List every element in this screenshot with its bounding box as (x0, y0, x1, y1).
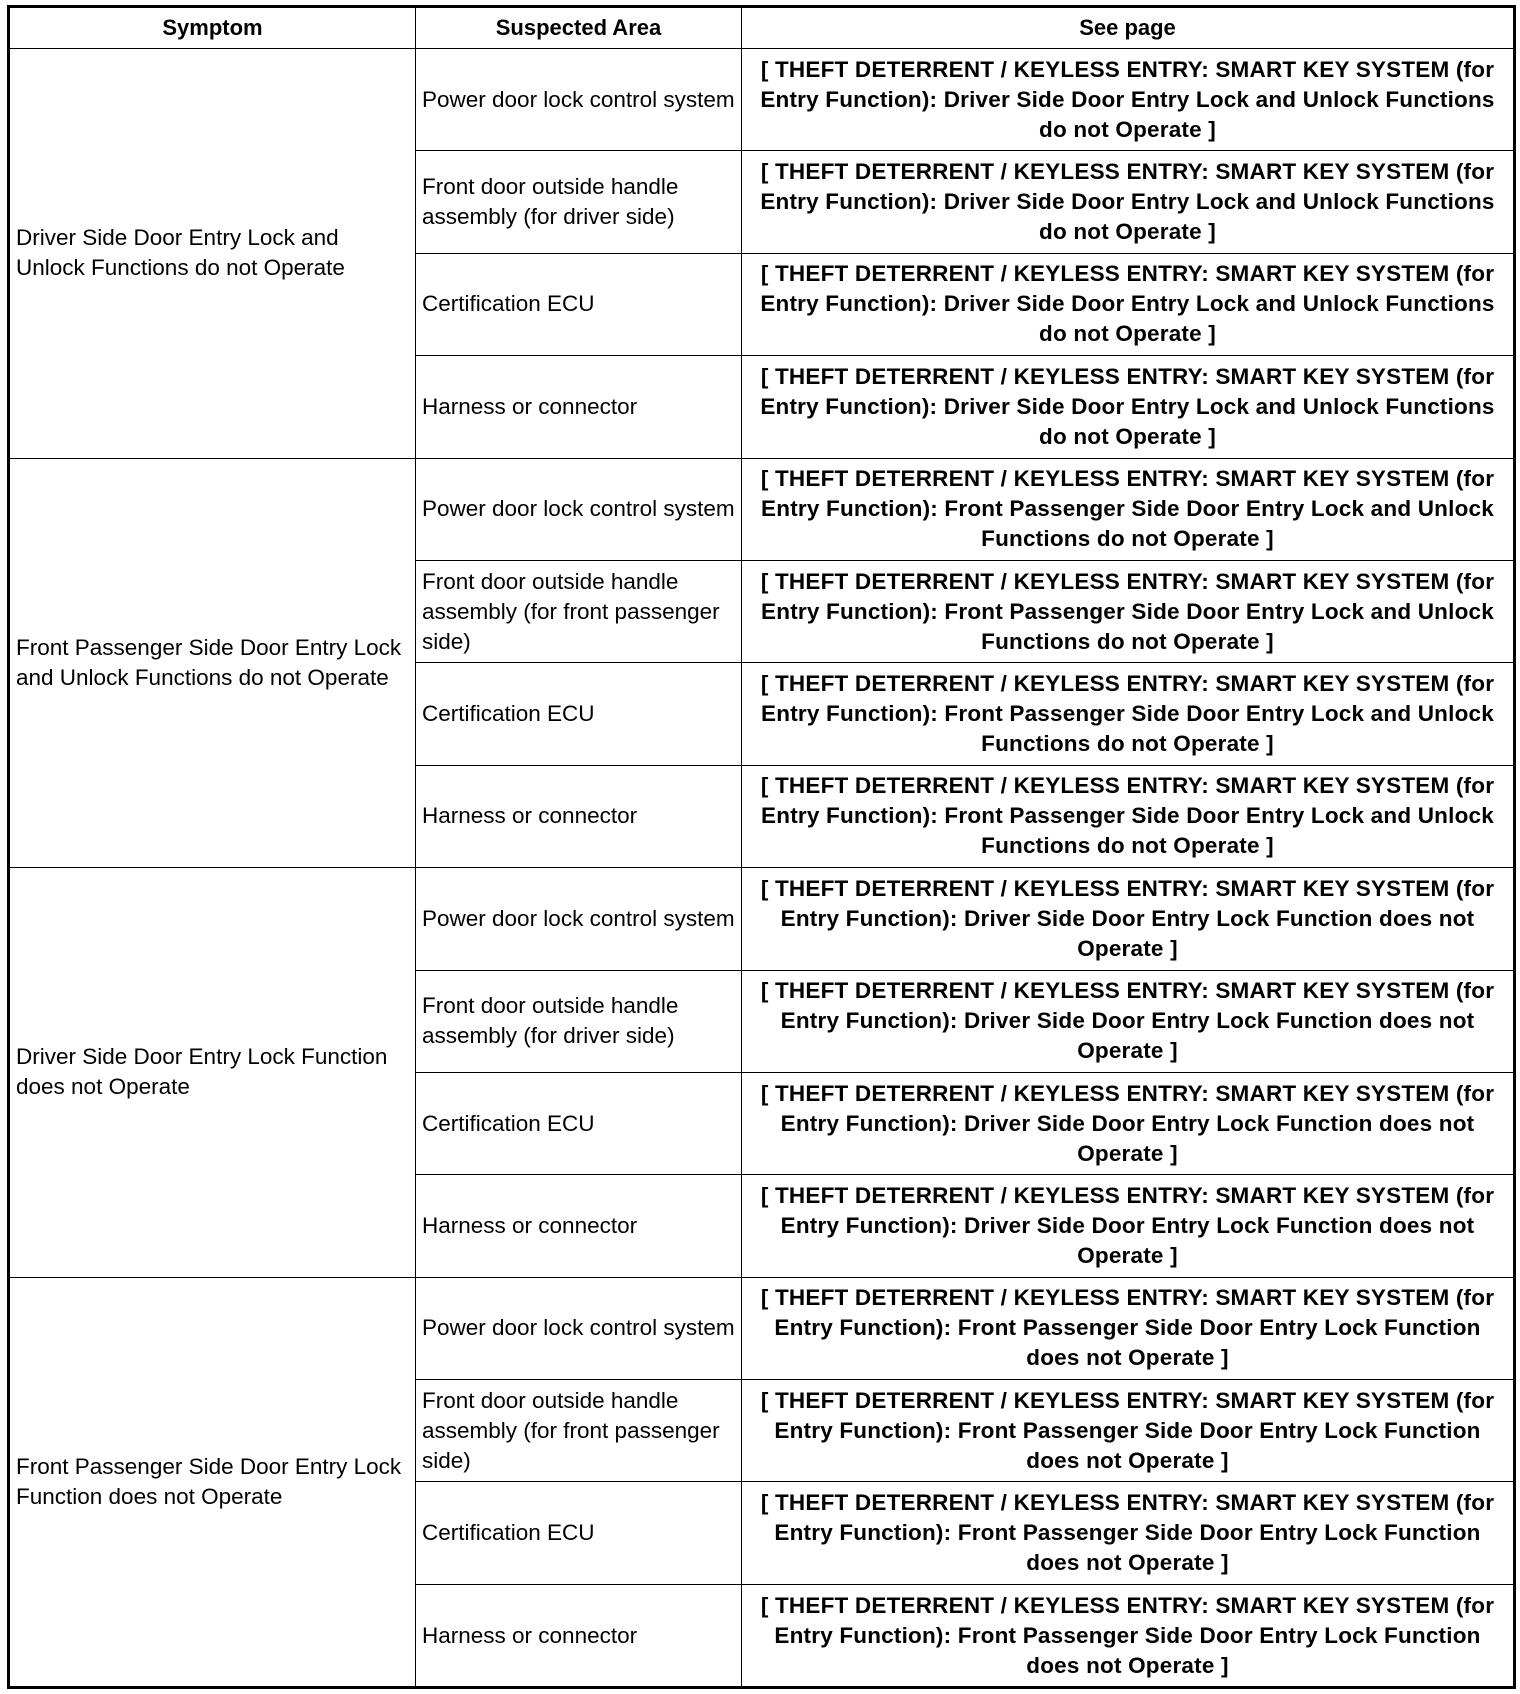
suspected-area-cell: Harness or connector (416, 765, 742, 867)
symptom-cell: Driver Side Door Entry Lock Function does not Operate (9, 868, 416, 1278)
suspected-area-cell: Front door outside handle assembly (for front passenger side) (416, 1380, 742, 1482)
see-page-reference: [ THEFT DETERRENT / KEYLESS ENTRY: SMART KEY SYSTEM (for Entry Function): Front Passenger Side Door Entry Lock Function does not Operate ] (742, 1380, 1515, 1482)
see-page-reference: [ THEFT DETERRENT / KEYLESS ENTRY: SMART KEY SYSTEM (for Entry Function): Driver Side Door Entry Lock and Unlock Functions do not Operate ] (742, 49, 1515, 151)
table-row (9, 458, 1515, 560)
suspected-area-cell: Power door lock control system (416, 458, 742, 560)
troubleshooting-table (7, 5, 1516, 1689)
see-page-reference: [ THEFT DETERRENT / KEYLESS ENTRY: SMART KEY SYSTEM (for Entry Function): Driver Side Door Entry Lock and Unlock Functions do not Operate ] (742, 253, 1515, 355)
table-header-row (9, 7, 1515, 49)
suspected-area-cell: Certification ECU (416, 1482, 742, 1584)
see-page-reference: [ THEFT DETERRENT / KEYLESS ENTRY: SMART KEY SYSTEM (for Entry Function): Front Passenger Side Door Entry Lock and Unlock Functions do not Operate ] (742, 765, 1515, 867)
symptom-cell: Front Passenger Side Door Entry Lock and Unlock Functions do not Operate (9, 458, 416, 868)
suspected-area-cell: Harness or connector (416, 1584, 742, 1687)
see-page-reference: [ THEFT DETERRENT / KEYLESS ENTRY: SMART KEY SYSTEM (for Entry Function): Front Passenger Side Door Entry Lock Function does not Operate ] (742, 1482, 1515, 1584)
see-page-reference: [ THEFT DETERRENT / KEYLESS ENTRY: SMART KEY SYSTEM (for Entry Function): Front Passenger Side Door Entry Lock and Unlock Functions do not Operate ] (742, 560, 1515, 662)
suspected-area-cell: Front door outside handle assembly (for driver side) (416, 970, 742, 1072)
see-page-reference: [ THEFT DETERRENT / KEYLESS ENTRY: SMART KEY SYSTEM (for Entry Function): Driver Side Door Entry Lock Function does not Operate ] (742, 868, 1515, 970)
see-page-reference: [ THEFT DETERRENT / KEYLESS ENTRY: SMART KEY SYSTEM (for Entry Function): Driver Side Door Entry Lock Function does not Operate ] (742, 1175, 1515, 1277)
see-page-reference: [ THEFT DETERRENT / KEYLESS ENTRY: SMART KEY SYSTEM (for Entry Function): Front Passenger Side Door Entry Lock and Unlock Functions do not Operate ] (742, 458, 1515, 560)
suspected-area-cell: Certification ECU (416, 1072, 742, 1174)
suspected-area-cell: Harness or connector (416, 1175, 742, 1277)
see-page-reference: [ THEFT DETERRENT / KEYLESS ENTRY: SMART KEY SYSTEM (for Entry Function): Driver Side Door Entry Lock and Unlock Functions do not Operate ] (742, 151, 1515, 253)
table-row (9, 1277, 1515, 1379)
suspected-area-cell: Harness or connector (416, 356, 742, 458)
suspected-area-cell: Power door lock control system (416, 49, 742, 151)
column-header-suspected-area: Suspected Area (416, 7, 742, 49)
table-row (9, 868, 1515, 970)
column-header-see-page: See page (742, 7, 1515, 49)
see-page-reference: [ THEFT DETERRENT / KEYLESS ENTRY: SMART KEY SYSTEM (for Entry Function): Front Passenger Side Door Entry Lock and Unlock Functions do not Operate ] (742, 663, 1515, 765)
suspected-area-cell: Certification ECU (416, 253, 742, 355)
table-row (9, 49, 1515, 151)
suspected-area-cell: Power door lock control system (416, 1277, 742, 1379)
suspected-area-cell: Certification ECU (416, 663, 742, 765)
troubleshooting-table-container (7, 5, 1516, 1689)
see-page-reference: [ THEFT DETERRENT / KEYLESS ENTRY: SMART KEY SYSTEM (for Entry Function): Front Passenger Side Door Entry Lock Function does not Operate ] (742, 1277, 1515, 1379)
see-page-reference: [ THEFT DETERRENT / KEYLESS ENTRY: SMART KEY SYSTEM (for Entry Function): Front Passenger Side Door Entry Lock Function does not Operate ] (742, 1584, 1515, 1687)
suspected-area-cell: Front door outside handle assembly (for front passenger side) (416, 560, 742, 662)
symptom-cell: Driver Side Door Entry Lock and Unlock Functions do not Operate (9, 49, 416, 459)
suspected-area-cell: Front door outside handle assembly (for driver side) (416, 151, 742, 253)
column-header-symptom: Symptom (9, 7, 416, 49)
see-page-reference: [ THEFT DETERRENT / KEYLESS ENTRY: SMART KEY SYSTEM (for Entry Function): Driver Side Door Entry Lock Function does not Operate ] (742, 1072, 1515, 1174)
see-page-reference: [ THEFT DETERRENT / KEYLESS ENTRY: SMART KEY SYSTEM (for Entry Function): Driver Side Door Entry Lock and Unlock Functions do not Operate ] (742, 356, 1515, 458)
see-page-reference: [ THEFT DETERRENT / KEYLESS ENTRY: SMART KEY SYSTEM (for Entry Function): Driver Side Door Entry Lock Function does not Operate ] (742, 970, 1515, 1072)
symptom-cell: Front Passenger Side Door Entry Lock Function does not Operate (9, 1277, 416, 1688)
suspected-area-cell: Power door lock control system (416, 868, 742, 970)
